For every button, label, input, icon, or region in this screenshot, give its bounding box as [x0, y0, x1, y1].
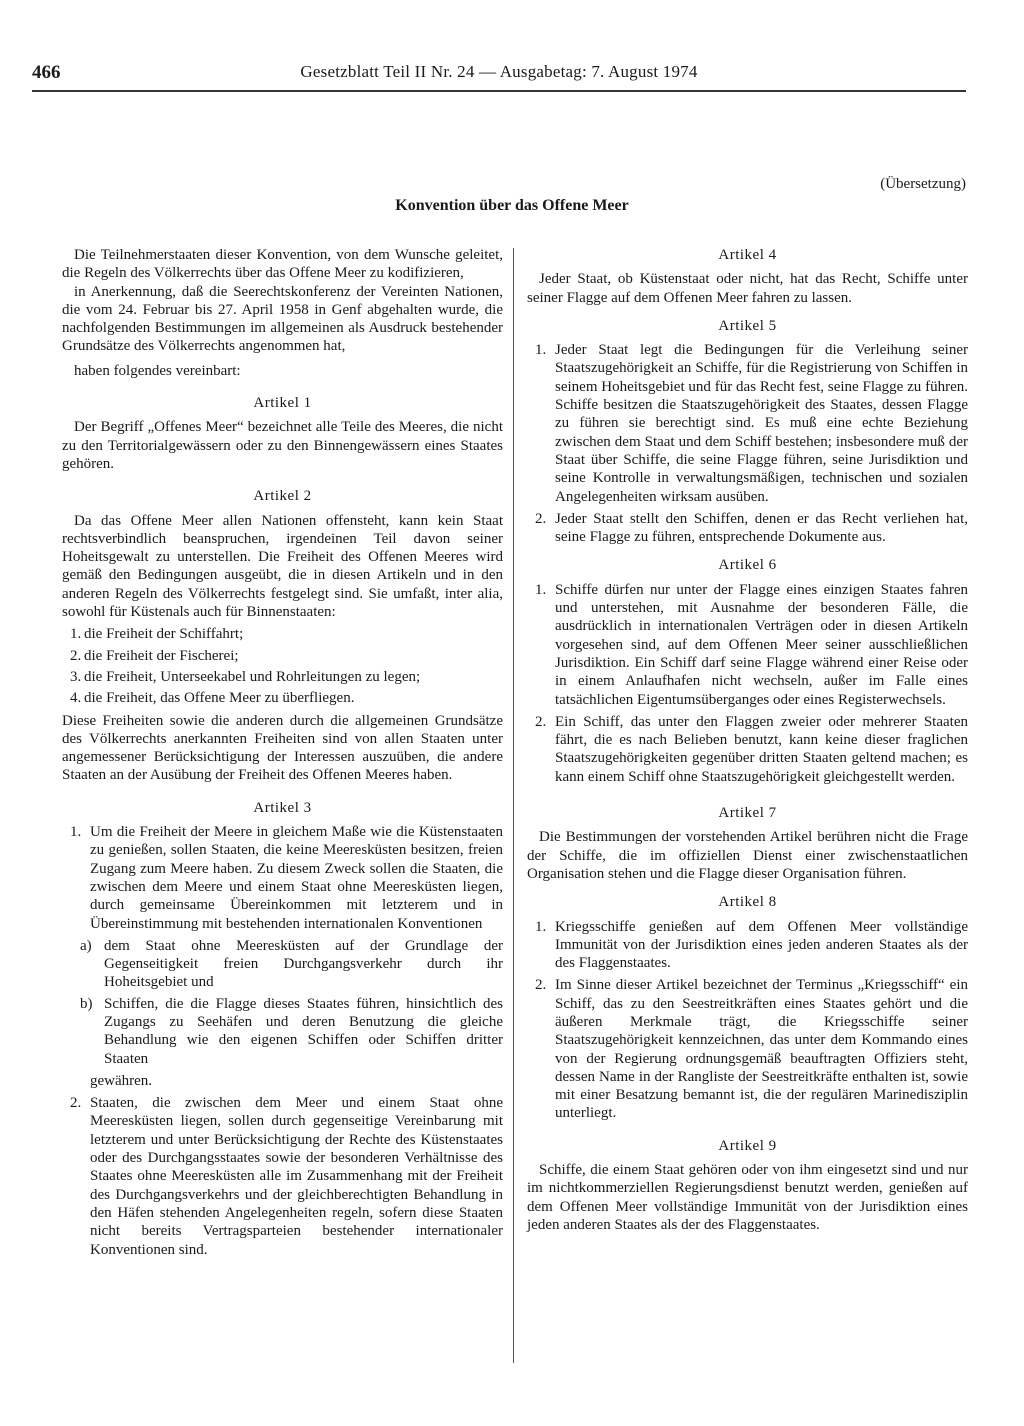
- list-item-number: 2.: [535, 510, 547, 527]
- list-item-text: die Freiheit der Fischerei;: [84, 647, 239, 664]
- list-item-text: Jeder Staat stellt den Schiffen, denen er das Recht verliehen hat, seine Flagge zu führen, entsprechende Dokumente aus.: [555, 510, 968, 546]
- article-3-list: [62, 823, 503, 1259]
- column-divider: [513, 248, 514, 1363]
- preamble-paragraph-2: in Anerkennung, daß die Seerechtskonferenz der Vereinten Nationen, die vom 24. Februar bis 27. April 1958 in Genf abgehalten wurde, die nachfolgenden Bestimmungen im allgemeinen als Ausdruck bestehender Grundsätze des Völkerrechts angenommen hat,: [62, 283, 503, 355]
- list-item-number: 1.: [535, 342, 547, 359]
- list-item-text: Jeder Staat legt die Bedingungen für die Verleihung seiner Staatszugehörigkeit an Schiffe, für die Registrierung von Schiffen in seinem Hoheitsgebiet und für das Recht fest, seine Flagge zu führen. Schiffe besitzen die Staatszugehörigkeit des Staates, dessen Flagge zu führen sie berechtigt sind. Es muß eine echte Beziehung zwischen dem Staat und dem Schiff bestehen; insbesondere muß der Staat über Schiffe, die seine Flagge führen, seine Jurisdiktion und seine Kontrolle in verwaltungsmäßigen, technischen und sozialen Angelegenheiten wirksam ausüben.: [555, 342, 968, 505]
- article-2-list: [62, 625, 503, 707]
- article-7-heading: Artikel 7: [718, 805, 777, 822]
- list-item: [62, 625, 503, 643]
- page-header: [32, 62, 966, 86]
- right-column: [527, 246, 968, 1234]
- document-title: Konvention über das Offene Meer: [395, 197, 629, 214]
- article-2-heading: Artikel 2: [253, 488, 312, 505]
- list-item: [62, 689, 503, 707]
- header-rule: [32, 90, 966, 92]
- list-item-number: 1.: [70, 824, 82, 841]
- list-item: [527, 510, 968, 547]
- list-item: [62, 668, 503, 686]
- article-3-sublist: [62, 937, 503, 1068]
- list-item-number: 2.: [535, 713, 547, 730]
- list-item: [527, 713, 968, 786]
- list-item: [527, 341, 968, 506]
- article-7-text: Die Bestimmungen der vorstehenden Artikel berühren nicht die Frage der Schiffe, die im offiziellen Dienst einer zwischenstaatlichen Organisation stehen und die Flagge dieser Organisation führen.: [527, 829, 968, 882]
- list-item-number: 1.: [535, 918, 547, 935]
- list-item-number: 1.: [70, 626, 82, 643]
- list-item-text: die Freiheit der Schiffahrt;: [84, 626, 244, 643]
- article-2-outro: Diese Freiheiten sowie die anderen durch die allgemeinen Grundsätze des Völkerrechts anerkannten Freiheiten sind von allen Staaten unter angemessener Berücksichtigung der Interessen auszuüben, die andere Staaten an der Ausübung der Freiheit des Offenen Meeres haben.: [62, 712, 503, 784]
- list-item-text: Um die Freiheit der Meere in gleichem Maße wie die Küstenstaaten zu genießen, sollen Staaten, die keine Meeresküsten besitzen, freien Zugang zum Meere haben. Zu diesem Zweck sollen die Staaten, die zwischen dem Meere und einem Staat ohne Meeresküsten liegen, durch gemeinsame Übereinkommen mit letzterem und in Übereinstimmung mit bestehenden internationalen Konventionen: [90, 824, 503, 932]
- list-item-number: 2.: [70, 647, 82, 664]
- article-4-text: Jeder Staat, ob Küstenstaat oder nicht, hat das Recht, Schiffe unter seiner Flagge auf dem Offenen Meer fahren zu lassen.: [527, 271, 968, 306]
- article-2-intro: Da das Offene Meer allen Nationen offensteht, kann kein Staat rechtsverbindlich beanspruchen, irgendeinen Teil davon seiner Hoheitsgewalt zu unterstellen. Die Freiheit des Offenen Meeres wird gemäß den Bedingungen ausgeübt, die in diesen Artikeln und in den anderen Regeln des Völkerrechts festgelegt sind. Sie umfaßt, inter alia, sowohl für Küstenals auch für Binnenstaaten:: [62, 512, 503, 621]
- list-item-text: die Freiheit, das Offene Meer zu überfliegen.: [84, 690, 355, 707]
- article-1-heading: Artikel 1: [253, 395, 312, 412]
- sublist-item-letter: b): [80, 995, 93, 1012]
- translation-note: (Übersetzung): [880, 176, 966, 192]
- sublist-item-text: Schiffen, die die Flagge dieses Staates führen, hinsichtlich des Zugangs zu Seehäfen und deren Benutzung die gleiche Behandlung wie den eigenen Schiffen oder Schiffen dritter Staaten: [104, 995, 503, 1067]
- list-item-text: die Freiheit, Unterseekabel und Rohrleitungen zu legen;: [84, 668, 421, 685]
- article-5-list: [527, 341, 968, 546]
- article-8-list: [527, 918, 968, 1123]
- list-item-number: 2.: [70, 1095, 82, 1112]
- list-item: [62, 823, 503, 1090]
- list-item-number: 2.: [535, 977, 547, 994]
- list-item-number: 1.: [535, 581, 547, 598]
- article-6-list: [527, 581, 968, 786]
- article-9-heading: Artikel 9: [718, 1137, 777, 1154]
- sublist-item: [62, 995, 503, 1068]
- list-item: [62, 1094, 503, 1259]
- running-head: Gesetzblatt Teil II Nr. 24 — Ausgabetag: 7. August 1974: [300, 62, 698, 81]
- list-item-text: Ein Schiff, das unter den Flaggen zweier oder mehrerer Staaten fährt, die es nach Belieben benutzt, kann keine dieser fraglichen Staatszugehörigkeiten gegenüber dritten Staaten geltend machen; es kann einem Schiff ohne Staatszugehörigkeit gleichgestellt werden.: [555, 713, 968, 785]
- list-item-text: Schiffe dürfen nur unter der Flagge eines einzigen Staates fahren und unterstehen, mit Ausnahme der besonderen Fälle, die ausdrücklich in internationalen Verträgen oder in diesen Artikeln vorgesehen sind, auf dem Offenen Meer seiner ausschließlichen Jurisdiktion. Ein Schiff darf seine Flagge während einer Reise oder in einem Anlaufhafen nicht wechseln, außer im Falle eines tatsächlichen Eigentumsüberganges oder eines Registerwechsels.: [555, 581, 968, 708]
- list-item-text: Im Sinne dieser Artikel bezeichnet der Terminus „Kriegsschiff“ ein Schiff, das zu den Seestreitkräften eines Staates gehört und die äußeren Merkmale trägt, die Kriegsschiffe seiner Staatszugehörigkeit kennzeichnen, das unter dem Kommando eines von der Regierung ordnungsgemäß beauftragten Offiziers steht, dessen Name in der Rangliste der Seestreitkräfte enthalten ist, sowie mit einer Besatzung bemannt ist, die der regulären Marinedisziplin unterliegt.: [555, 977, 968, 1122]
- list-item-text: Kriegsschiffe genießen auf dem Offenen Meer vollständige Immunität von der Jurisdiktion eines jeden anderen Staates als der des Flaggenstaates.: [555, 918, 968, 972]
- article-1-text: Der Begriff „Offenes Meer“ bezeichnet alle Teile des Meeres, die nicht zu den Territorialgewässern oder zu den Binnengewässern eines Staates gehören.: [62, 419, 503, 472]
- article-4-heading: Artikel 4: [718, 247, 777, 263]
- page-number: 466: [32, 62, 61, 83]
- article-5-heading: Artikel 5: [718, 317, 777, 334]
- list-item-text: Staaten, die zwischen dem Meer und einem Staat ohne Meeresküsten liegen, sollen durch gegenseitige Vereinbarung mit letzterem und unter Berücksichtigung der Rechte des Küstenstaates oder des Durchgangsstaates sowie der besonderen Verhältnisse des Staates ohne Meeresküsten alle im Zusammenhang mit der Freiheit des Durchgangsverkehrs und der gleichberechtigten Behandlung in den Häfen stehenden Angelegenheiten regeln, sofern diese Staaten nicht bereits Vertragsparteien bestehender internationaler Konventionen sind.: [90, 1095, 503, 1258]
- preamble-paragraph-3: haben folgendes vereinbart:: [74, 362, 241, 379]
- list-item-number: 3.: [70, 668, 82, 685]
- list-item: [527, 976, 968, 1122]
- article-3-heading: Artikel 3: [253, 799, 312, 816]
- sublist-item-text: dem Staat ohne Meeresküsten auf der Grundlage der Gegenseitigkeit freien Durchgangsverkehr durch ihr Hoheitsgebiet und: [104, 937, 503, 991]
- article-8-heading: Artikel 8: [718, 894, 777, 911]
- list-item: [527, 918, 968, 973]
- article-9-text: Schiffe, die einem Staat gehören oder von ihm eingesetzt sind und nur im nichtkommerziellen Regierungsdienst benutzt werden, genießen auf dem Offenen Meer vollständige Immunität von der Jurisdiktion eines jeden anderen Staates als der des Flaggenstaates.: [527, 1162, 968, 1233]
- list-item-number: 4.: [70, 690, 82, 707]
- left-column: [62, 246, 503, 1263]
- list-item-closing: gewähren.: [90, 1072, 153, 1089]
- list-item: [62, 647, 503, 665]
- preamble-paragraph-1: Die Teilnehmerstaaten dieser Konvention, von dem Wunsche geleitet, die Regeln des Völkerrechts über das Offene Meer zu kodifizieren,: [62, 247, 503, 282]
- sublist-item-letter: a): [80, 937, 92, 954]
- list-item: [527, 581, 968, 709]
- sublist-item: [62, 937, 503, 992]
- article-6-heading: Artikel 6: [718, 557, 777, 574]
